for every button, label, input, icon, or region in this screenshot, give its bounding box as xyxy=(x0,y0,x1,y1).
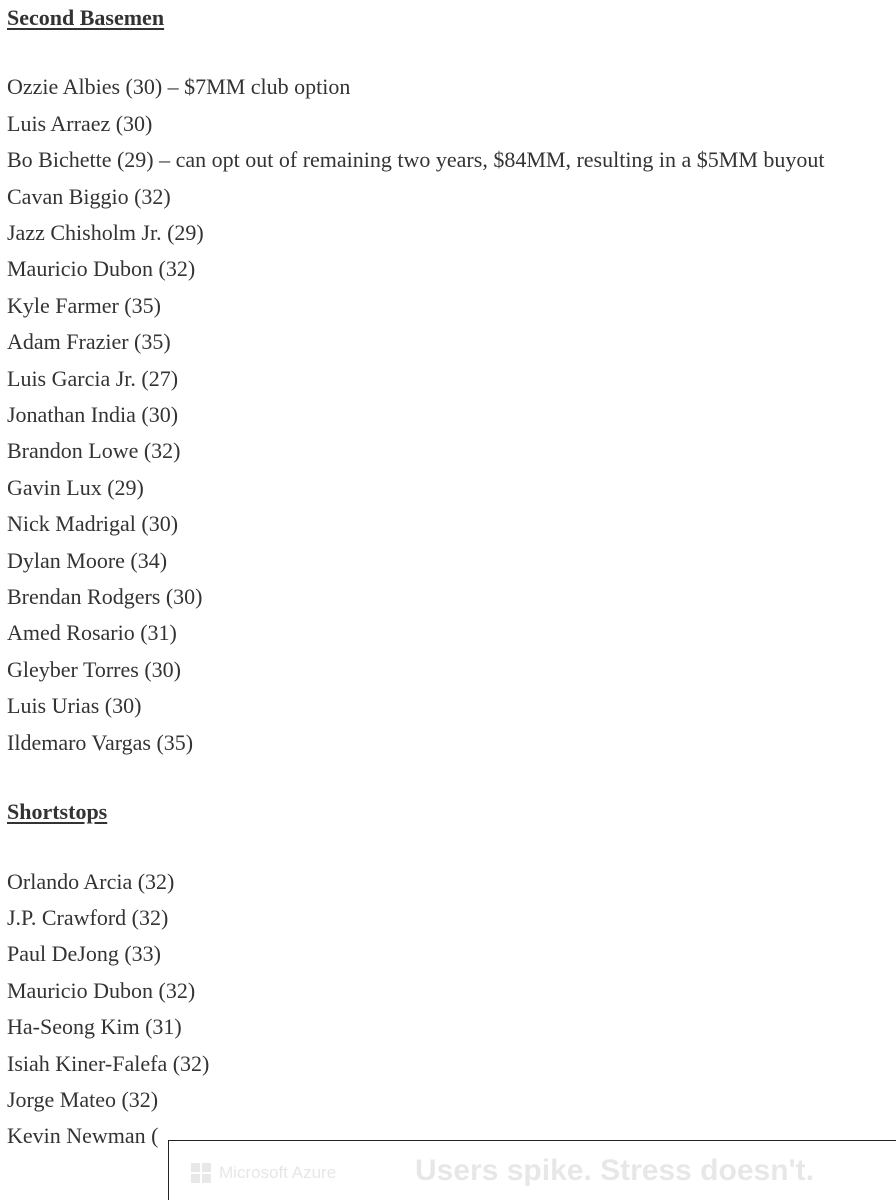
list-item: Isiah Kiner-Falefa (32) xyxy=(7,1050,210,1076)
list-item: Mauricio Dubon (32) xyxy=(7,977,196,1003)
second-basemen-list xyxy=(7,69,887,761)
list-item: J.P. Crawford (32) xyxy=(7,904,169,930)
list-item: Cavan Biggio (32) xyxy=(7,183,171,209)
ad-brand-name: Microsoft Azure xyxy=(219,1163,337,1182)
section-spacer xyxy=(7,761,887,794)
list-item: Ozzie Albies (30) – $7MM club option xyxy=(7,74,351,100)
list-item: Brandon Lowe (32) xyxy=(7,438,181,464)
shortstops-heading: Shortstops xyxy=(7,799,108,825)
shortstops-list xyxy=(7,864,887,1155)
list-item: Kevin Newman ( xyxy=(7,1123,159,1149)
ad-brand-logo[interactable] xyxy=(191,1163,336,1183)
list-item: Jorge Mateo (32) xyxy=(7,1086,159,1112)
list-item: Bo Bichette (29) – can opt out of remaining two years, $84MM, resulting in a $5MM buyout xyxy=(7,147,825,173)
list-item: Orlando Arcia (32) xyxy=(7,868,175,894)
list-item: Dylan Moore (34) xyxy=(7,547,168,573)
list-item: Kyle Farmer (35) xyxy=(7,292,161,318)
microsoft-logo-icon xyxy=(191,1163,211,1183)
list-item: Nick Madrigal (30) xyxy=(7,511,179,537)
heading-spacer xyxy=(7,36,887,69)
ad-tagline[interactable]: Users spike. Stress doesn't. xyxy=(415,1154,814,1187)
article-body xyxy=(7,0,887,1155)
list-item: Mauricio Dubon (32) xyxy=(7,256,196,282)
list-item: Luis Urias (30) xyxy=(7,693,142,719)
second-basemen-heading: Second Basemen xyxy=(7,5,165,30)
heading-spacer xyxy=(7,831,887,864)
list-item: Gavin Lux (29) xyxy=(7,474,144,500)
advertisement-banner[interactable] xyxy=(168,1140,896,1200)
list-item: Gleyber Torres (30) xyxy=(7,656,181,682)
list-item: Adam Frazier (35) xyxy=(7,329,171,355)
list-item: Luis Arraez (30) xyxy=(7,110,153,136)
list-item: Amed Rosario (31) xyxy=(7,620,177,646)
list-item: Jonathan India (30) xyxy=(7,402,179,428)
list-item: Ildemaro Vargas (35) xyxy=(7,729,194,755)
list-item: Brendan Rodgers (30) xyxy=(7,584,203,610)
list-item: Paul DeJong (33) xyxy=(7,941,161,967)
list-item: Ha-Seong Kim (31) xyxy=(7,1014,182,1040)
list-item: Luis Garcia Jr. (27) xyxy=(7,365,179,391)
list-item: Jazz Chisholm Jr. (29) xyxy=(7,220,204,246)
